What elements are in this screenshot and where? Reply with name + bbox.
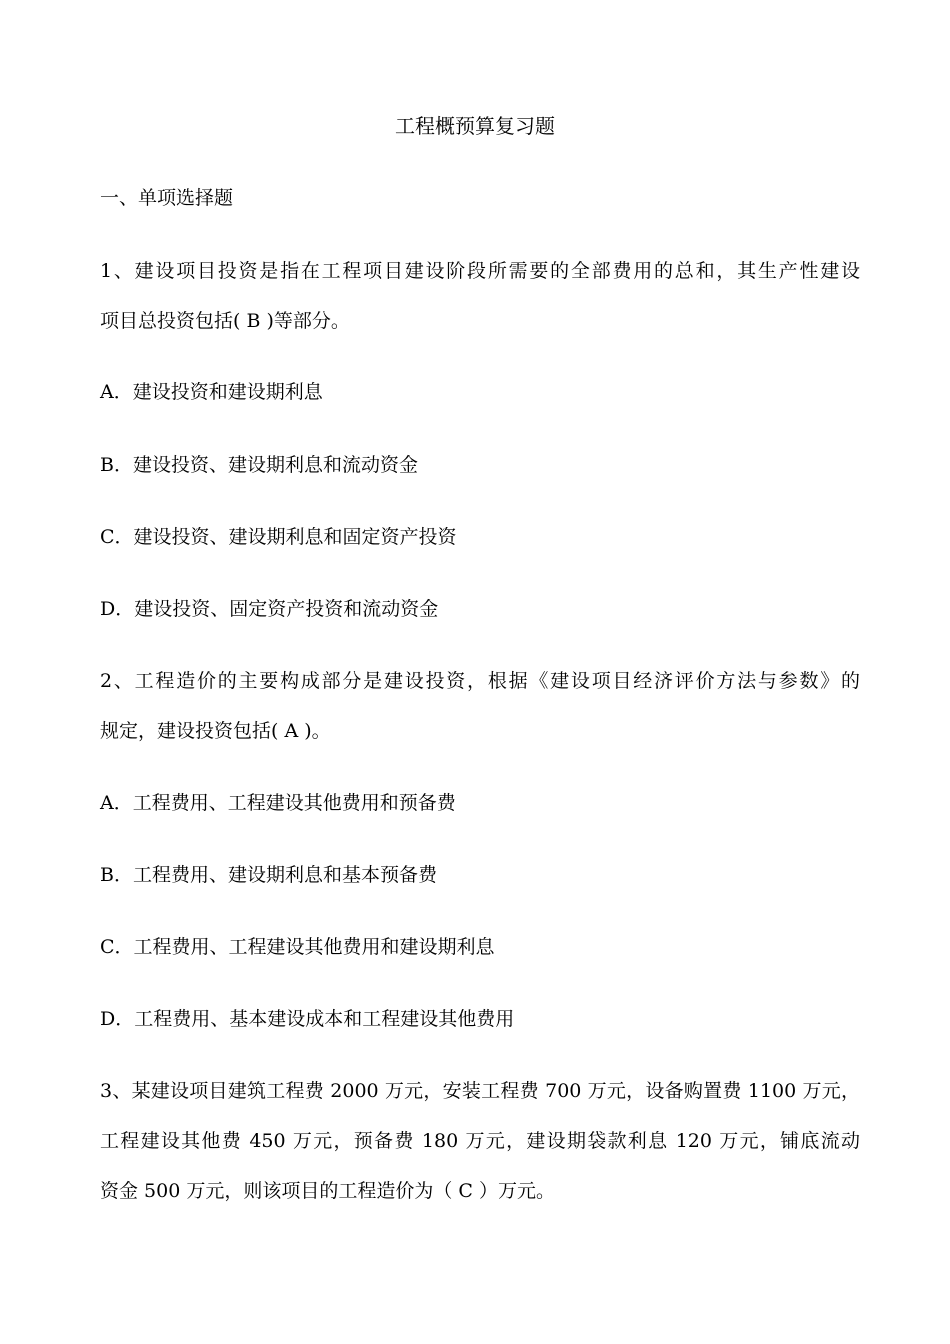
question-3-stem-line-3: 资金 500 万元，则该项目的工程造价为（ C ）万元。 [100, 1180, 555, 1202]
section-heading: 一、单项选择题 [100, 187, 234, 209]
question-1-stem-line-2: 项目总投资包括( B )等部分。 [100, 310, 350, 332]
question-2-option-c: C．工程费用、工程建设其他费用和建设期利息 [100, 936, 495, 958]
question-3-stem-line-1: 3、某建设项目建筑工程费 2000 万元，安装工程费 700 万元，设备购置费 1100 万元， [100, 1080, 860, 1102]
question-1-stem-line-1: 1、建设项目投资是指在工程项目建设阶段所需要的全部费用的总和，其生产性建设 [100, 260, 860, 282]
question-2-stem-line-2: 规定，建设投资包括( A )。 [100, 720, 331, 742]
page-title: 工程概预算复习题 [395, 114, 555, 138]
question-1-option-d: D．建设投资、固定资产投资和流动资金 [100, 598, 439, 620]
question-2-stem-line-1: 2、工程造价的主要构成部分是建设投资，根据《建设项目经济评价方法与参数》的 [100, 670, 860, 692]
question-1-option-a: A．建设投资和建设期利息 [100, 381, 323, 403]
question-2-option-d: D．工程费用、基本建设成本和工程建设其他费用 [100, 1008, 515, 1030]
question-1-option-b: B．建设投资、建设期利息和流动资金 [100, 454, 418, 476]
question-2-option-a: A．工程费用、工程建设其他费用和预备费 [100, 792, 456, 814]
question-3-stem-line-2: 工程建设其他费 450 万元，预备费 180 万元，建设期袋款利息 120 万元，铺底流动 [100, 1130, 860, 1152]
question-1-option-c: C．建设投资、建设期利息和固定资产投资 [100, 526, 457, 548]
question-2-option-b: B．工程费用、建设期利息和基本预备费 [100, 864, 437, 886]
